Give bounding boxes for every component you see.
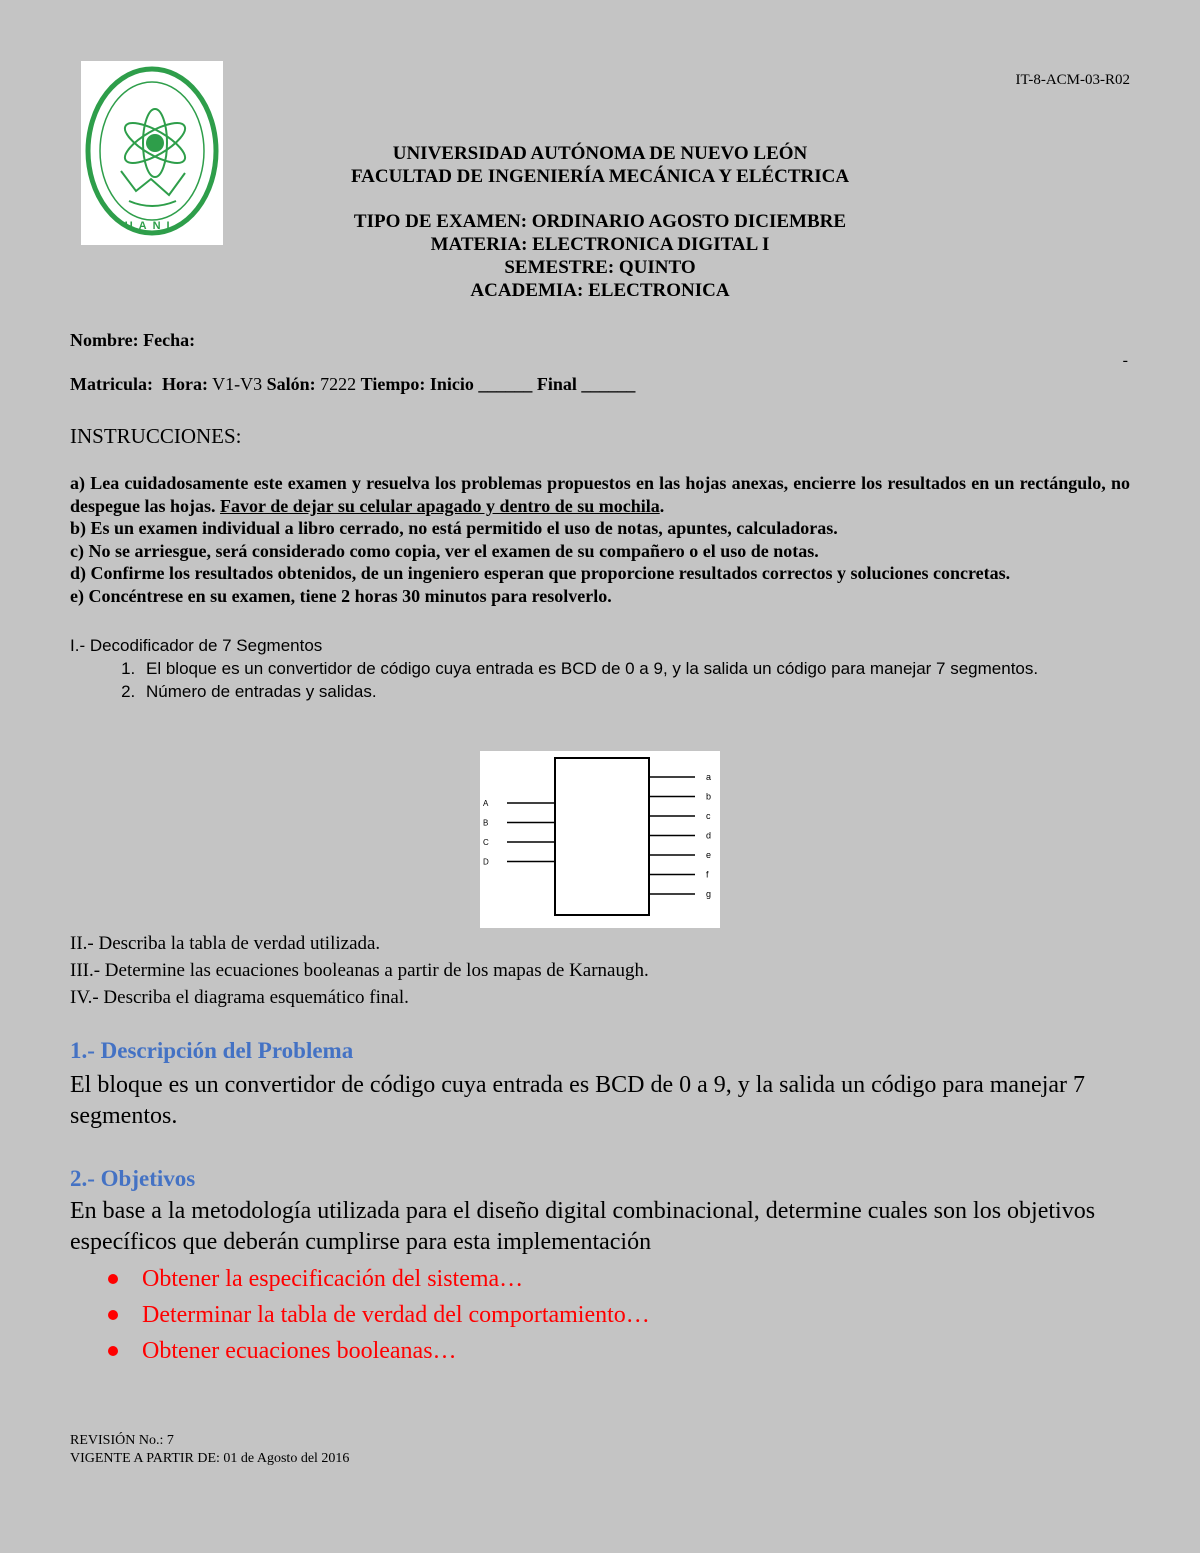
question-2: II.- Describa la tabla de verdad utilizada.: [70, 933, 381, 954]
instruction-a-end: .: [659, 495, 665, 516]
document-code: IT-8-ACM-03-R02: [1015, 72, 1130, 88]
university-name: UNIVERSIDAD AUTÓNOMA DE NUEVO LEÓN: [392, 143, 808, 164]
semester: SEMESTRE: QUINTO: [504, 257, 696, 278]
section-decoder-list: [70, 657, 1130, 703]
bullet-icon: [108, 1310, 118, 1320]
problem-heading: 1.- Descripción del Problema: [70, 1038, 354, 1063]
instruction-e: e) Concéntrese en su examen, tiene 2 horas 30 minutos para resolverlo.: [70, 585, 612, 606]
question-4: IV.- Describa el diagrama esquemático final.: [70, 987, 409, 1008]
subject: MATERIA: ELECTRONICA DIGITAL I: [430, 234, 770, 255]
input-label-B: B: [483, 818, 489, 828]
objectives-heading: 2.- Objetivos: [70, 1166, 196, 1191]
decoder-block-diagram: [480, 751, 720, 928]
footer: [70, 1432, 349, 1468]
section-decoder-title: I.- Decodificador de 7 Segmentos: [70, 636, 323, 655]
instructions-list: [70, 472, 1130, 607]
output-label-f: f: [706, 869, 709, 880]
list-item: [70, 1297, 1070, 1333]
objective-text: Determinar la tabla de verdad del comportamiento…: [142, 1302, 650, 1328]
decoder-box: [555, 758, 649, 915]
tiempo-field: Tiempo: Inicio ______ Final ______: [360, 374, 636, 394]
instruction-d: d) Confirme los resultados obtenidos, de un ingeniero esperan que proporcione resultados correctos y soluciones concretas.: [70, 563, 1011, 583]
svg-text:UANL: UANL: [124, 220, 180, 232]
decoder-diagram-svg: [480, 751, 720, 928]
exam-info: [0, 210, 1200, 302]
valid-from: VIGENTE A PARTIR DE: 01 de Agosto del 2016: [70, 1451, 350, 1466]
instruction-b: b) Es un examen individual a libro cerrado, no está permitido el uso de notas, apuntes, calculadoras.: [70, 518, 838, 538]
list-item: 2. Número de entradas y salidas.: [140, 680, 1130, 703]
input-label-C: C: [483, 838, 489, 847]
output-label-a: a: [706, 772, 712, 782]
exam-type: TIPO DE EXAMEN: ORDINARIO AGOSTO DICIEMBRE: [353, 211, 847, 232]
problem-text: El bloque es un convertidor de código cuya entrada es BCD de 0 a 9, y la salida un código para manejar 7 segmentos.: [70, 1072, 1086, 1129]
objective-text: Obtener ecuaciones booleanas…: [142, 1338, 457, 1364]
revision-number: REVISIÓN No.: 7: [70, 1433, 174, 1448]
objectives-list: [70, 1261, 1070, 1369]
output-label-d: d: [706, 830, 712, 841]
objective-text: Obtener la especificación del sistema…: [142, 1266, 524, 1292]
list-item: 1. El bloque es un convertidor de código cuya entrada es BCD de 0 a 9, y la salida un código para manejar 7 segmentos.: [140, 657, 1130, 680]
bullet-icon: [108, 1274, 118, 1284]
salon-value: 7222: [320, 374, 357, 394]
section-decoder: [70, 634, 1130, 703]
input-label-A: A: [483, 799, 489, 808]
output-label-g: g: [706, 889, 712, 899]
salon-label: Salón:: [266, 374, 316, 394]
name-date-field: Nombre: Fecha:: [70, 330, 196, 350]
hora-value: V1-V3: [212, 374, 263, 394]
dash-mark: -: [1122, 352, 1128, 369]
instruction-a-underlined: Favor de dejar su celular apagado y dentro de su mochila: [220, 495, 660, 516]
institution-header: [0, 142, 1200, 188]
instruction-a-text: a) Lea cuidadosamente este examen y resuelva los problemas propuestos en las hojas anexas, encierre los resultados en un rectángulo, no despegue las hojas.: [70, 473, 1130, 516]
list-item: [70, 1333, 1070, 1369]
questions: [70, 930, 649, 1011]
bullet-icon: [108, 1346, 118, 1356]
instruction-a: [70, 472, 1130, 517]
input-label-D: D: [483, 857, 489, 867]
hora-label: Hora:: [161, 374, 208, 394]
output-label-c: c: [706, 811, 711, 821]
faculty-name: FACULTAD DE INGENIERÍA MECÁNICA Y ELÉCTRICA: [350, 166, 850, 187]
objectives-text: En base a la metodología utilizada para el diseño digital combinacional, determine cuales son los objetivos específicos que deberán cumplirse para esta implementación: [70, 1198, 1096, 1255]
academy: ACADEMIA: ELECTRONICA: [470, 280, 730, 301]
output-label-e: e: [706, 850, 712, 860]
question-3: III.- Determine las ecuaciones booleanas a partir de los mapas de Karnaugh.: [70, 960, 649, 981]
instruction-c: c) No se arriesgue, será considerado como copia, ver el examen de su compañero o el uso de notas.: [70, 540, 819, 561]
matricula-label: Matricula:: [70, 374, 153, 394]
instructions-title: INSTRUCCIONES:: [70, 424, 242, 448]
output-label-b: b: [706, 791, 712, 802]
list-item: [70, 1261, 1070, 1297]
matricula-line: [70, 374, 635, 395]
